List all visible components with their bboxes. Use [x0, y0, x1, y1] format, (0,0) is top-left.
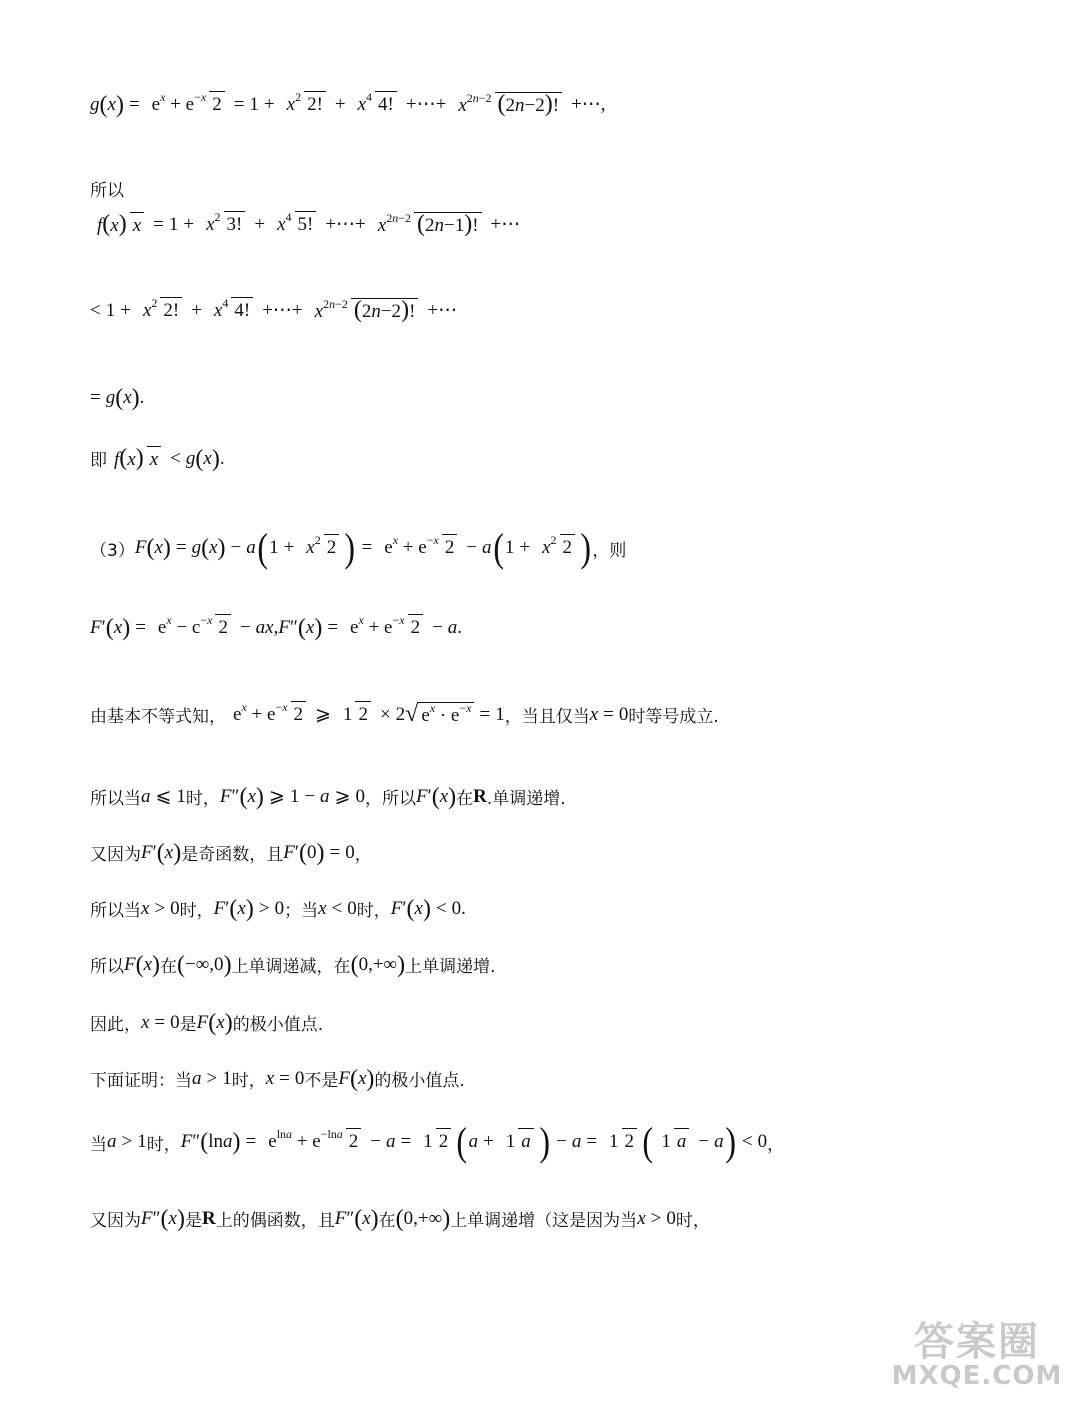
watermark-bottom: MXQE.COM — [891, 1360, 1063, 1391]
eq-g-expansion: g ( x ) = $e^x + e^{-x}$ 2 = 1 + $x^2$ 2! + $x^4$ 4! +⋯+ $x^{2n-2}$ (2n−2)! +⋯, — [90, 89, 606, 118]
watermark-top: 答案圈 — [914, 1318, 1040, 1365]
text-sign-of-F-prime: 所以当 x > 0 时， F ′ ( x ) > 0 ；当 x < 0 时， F ′ ( x ) < 0 . — [90, 895, 466, 922]
text-case-a-le-1: 所以当 a ⩽ 1 时， F ″ ( x ) ⩾ 1 − a ⩾ 0 ，所以 F ′ ( x ) 在 R .单调递增. — [90, 783, 566, 810]
eq-F-derivatives: F ′ ( x ) = $e^x - c^{-x}$ 2 − ax , F ″ ( x ) = $e^x + e^{-x}$ 2 − a . — [90, 613, 463, 641]
eq-less-than-series: < 1 + $x^2$ 2! + $x^4$ 4! +⋯+ $x^{2n-2}$ (2n−2)! +⋯ — [90, 295, 458, 323]
text-even-function: 又因为 F ″ ( x ) 是 R 上的偶函数，且 F ″ ( x ) 在 ( 0,+∞ ) 上单调递增（这是因为当 x > 0 时， — [90, 1205, 710, 1232]
text-odd-function: 又因为 F ′ ( x ) 是奇函数，且 F ′ ( 0 ) = 0 ， — [90, 839, 372, 866]
eq-equals-gx: = g ( x ) . — [90, 385, 145, 411]
text-suoyi: 所以 — [90, 181, 124, 201]
eq-part3-F: （3） F ( x ) = g ( x ) − a ( 1 + $x^2$ 2 ) = $e^x + e^{-x}$ 2 − a ( 1 + $x^2$ 2 ) ，则 — [90, 525, 627, 570]
text-min-point: 因此， x = 0 是 F ( x ) 的极小值点. — [90, 1009, 324, 1036]
eq-basic-inequality: 由基本不等式知， $e^x + e^{-x}$ 2 ⩾ 1 2 × 2 √ $e^x \cdot e^{-x}$ = 1 ，当且仅当 x = 0 时等号成立. — [90, 699, 719, 727]
eq-conclusion: 即 f(x) x < g ( x ) . — [90, 445, 225, 472]
eq-fx-over-x-expansion: f(x) x = 1 + $x^2$ 3! + $x^4$ 5! +⋯+ $x^{2n-2}$ (2n−1)! +⋯ — [97, 209, 521, 237]
text-monotonicity-F: 所以 F ( x ) 在 ( −∞,0 ) 上单调递减，在 ( 0,+∞ ) 上单调递增. — [90, 951, 496, 978]
watermark-logo — [892, 1311, 1062, 1401]
text-proof-statement: 下面证明：当 a > 1 时， x = 0 不是 F ( x ) 的极小值点. — [90, 1065, 465, 1092]
eq-F-double-prime-ln-a: 当 a > 1 时， F ″ ( ln a ) = $e^{lna} + e^{-lna}$ 2 − a = 1 2 ( a + 1 a ) − a = 1 2 ( 1 a − a ) < 0 ， — [90, 1119, 785, 1164]
